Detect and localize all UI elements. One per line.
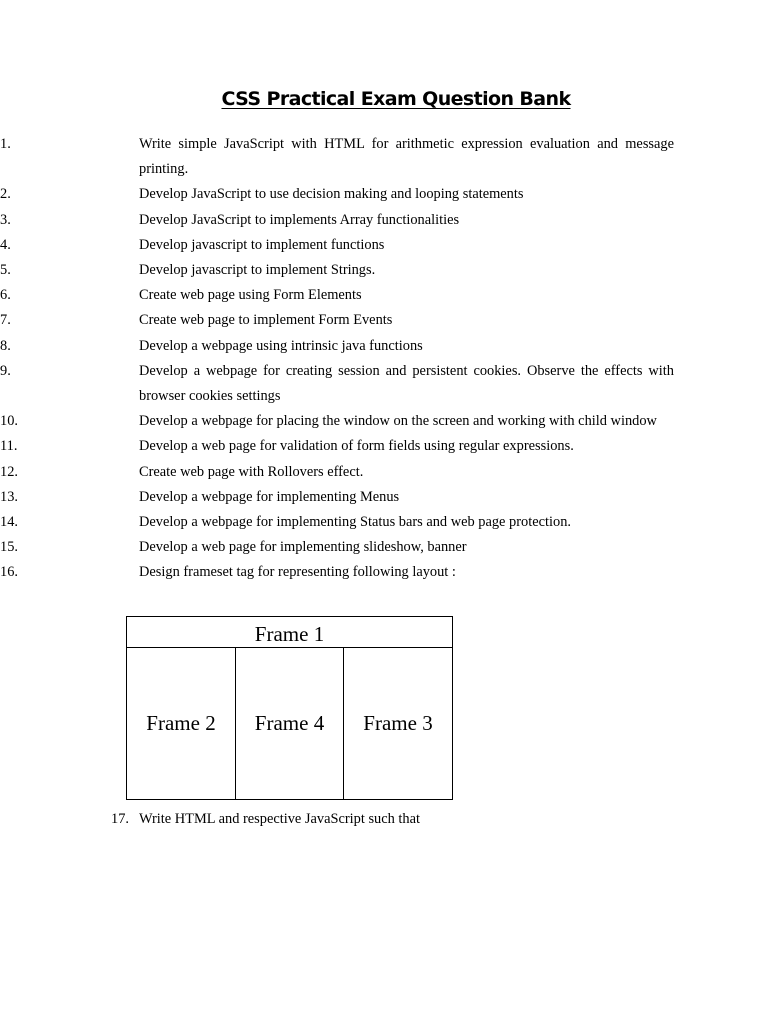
question-text: Develop a webpage using intrinsic java functions — [139, 337, 423, 354]
question-text: Create web page using Form Elements — [139, 287, 362, 304]
list-item — [0, 233, 674, 258]
list-item — [0, 283, 674, 308]
frame-4-label: Frame 4 — [254, 711, 325, 735]
list-item — [0, 560, 674, 585]
list-item — [0, 208, 674, 233]
list-item — [0, 308, 674, 333]
question-text: Develop JavaScript to implements Array functionalities — [139, 211, 460, 228]
question-number: 12. — [0, 463, 18, 480]
page-title: CSS Practical Exam Question Bank — [221, 88, 571, 110]
frame-4-box — [236, 648, 344, 799]
list-item — [0, 434, 674, 459]
question-text: Write HTML and respective JavaScript such that — [139, 811, 421, 827]
question-number: 2. — [0, 186, 11, 203]
frame-2-box — [127, 648, 236, 799]
frameset-layout-diagram — [126, 616, 453, 800]
question-number: 4. — [0, 236, 11, 253]
question-text: Develop a web page for implementing slideshow, banner — [139, 539, 467, 556]
question-text: Develop javascript to implement functions — [139, 236, 385, 253]
list-item — [0, 807, 674, 832]
question-text: Develop javascript to implement Strings. — [139, 262, 376, 279]
list-item — [0, 409, 674, 434]
question-number: 3. — [0, 211, 11, 228]
list-item — [0, 182, 674, 207]
question-number: 8. — [0, 337, 11, 354]
list-item — [0, 359, 674, 409]
list-item — [0, 535, 674, 560]
question-text: Develop a webpage for placing the window on the screen and working with child window — [139, 413, 657, 430]
question-number: 9. — [0, 362, 11, 379]
question-number: 13. — [0, 488, 18, 505]
question-number: 6. — [0, 287, 11, 304]
frame-2-label: Frame 2 — [146, 711, 216, 735]
question-number: 7. — [0, 312, 11, 329]
question-number: 14. — [0, 514, 18, 531]
question-number: 10. — [0, 413, 18, 430]
frame-3-box — [344, 648, 452, 799]
frame-1-box: Frame 1 — [127, 617, 452, 648]
question-text: Design frameset tag for representing following layout : — [139, 564, 456, 581]
question-text: Develop a web page for validation of form fields using regular expressions. — [139, 438, 574, 455]
question-text: Develop a webpage for implementing Status bars and web page protection. — [139, 514, 571, 531]
question-list — [0, 132, 674, 586]
list-item — [0, 132, 674, 182]
question-number: 15. — [0, 539, 18, 556]
question-list-continued — [0, 807, 674, 832]
question-text: Create web page to implement Form Events — [139, 312, 393, 329]
frame-3-label: Frame 3 — [363, 711, 433, 735]
question-text: Develop a webpage for implementing Menus — [139, 488, 400, 505]
list-item — [0, 258, 674, 283]
list-item — [0, 334, 674, 359]
question-number: 17. — [111, 811, 129, 827]
question-number: 5. — [0, 262, 11, 279]
list-item — [0, 460, 674, 485]
question-text: Create web page with Rollovers effect. — [139, 463, 364, 480]
question-number: 16. — [0, 564, 18, 581]
list-item — [0, 485, 674, 510]
question-number: 11. — [0, 438, 18, 455]
list-item — [0, 510, 674, 535]
question-number: 1. — [0, 136, 11, 152]
question-text: Develop a webpage for creating session and persistent cookies. Observe the effects with browser cookies settings — [139, 362, 674, 405]
question-text: Develop JavaScript to use decision making and looping statements — [139, 186, 524, 203]
question-text: Write simple JavaScript with HTML for arithmetic expression evaluation and message printing. — [139, 136, 674, 178]
